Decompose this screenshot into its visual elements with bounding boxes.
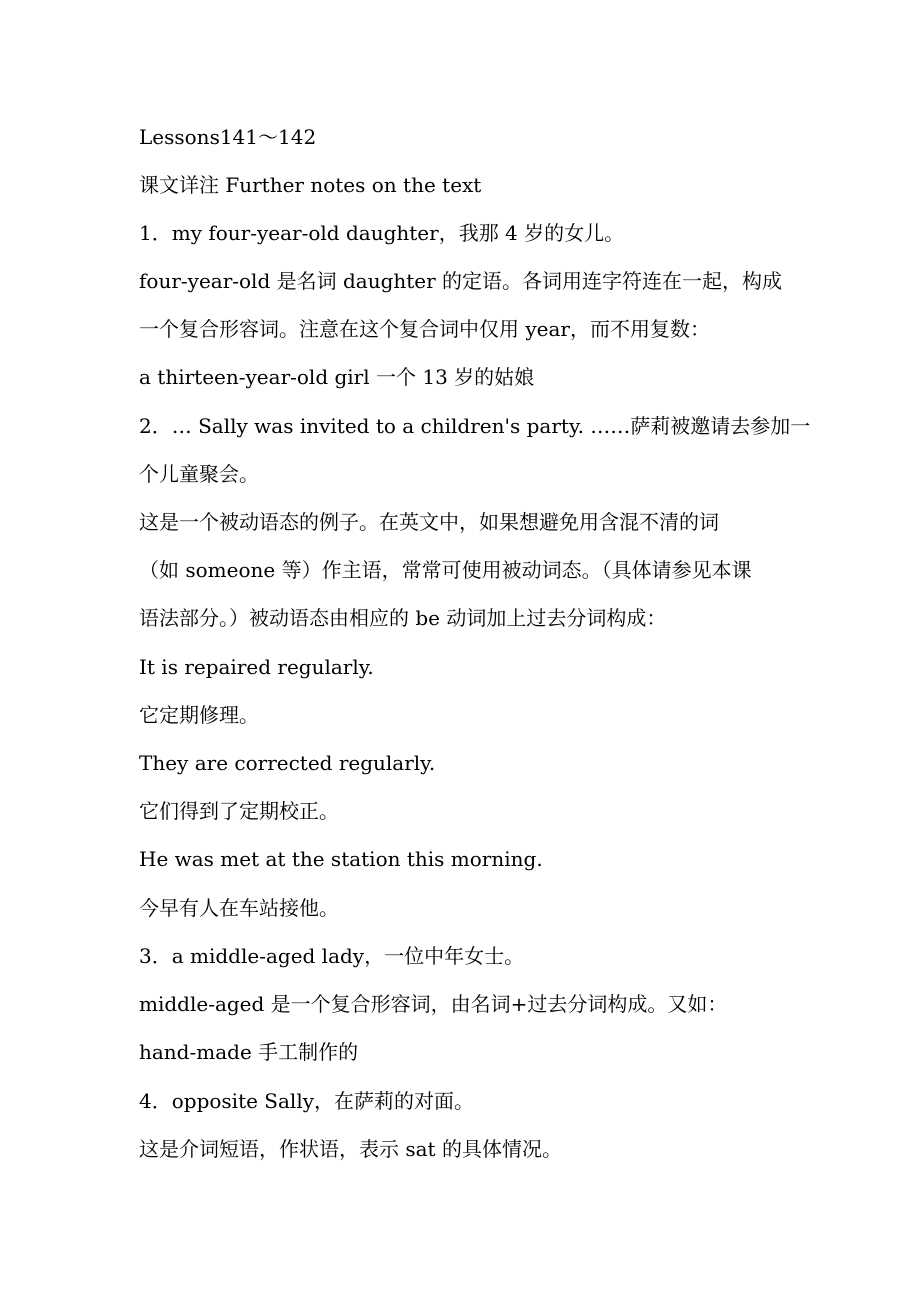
note-4-explanation-line: 这是介词短语，作状语，表示 sat 的具体情况。 [139, 1137, 562, 1161]
note-1-heading: 1．my four-year-old daughter，我那 4 岁的女儿。 [139, 221, 625, 245]
note-2-heading: 2．… Sally was invited to a children's party. ……萨莉被邀请去参加一 [139, 414, 811, 438]
section-heading: 课文详注 Further notes on the text [139, 173, 482, 197]
example-sentence: hand-made 手工制作的 [139, 1040, 359, 1064]
example-translation: 它们得到了定期校正。 [139, 799, 339, 823]
example-translation: 它定期修理。 [139, 703, 259, 727]
note-4-heading: 4．opposite Sally，在萨莉的对面。 [139, 1089, 475, 1113]
note-2-heading-continued: 个儿童聚会。 [139, 462, 259, 486]
note-3-explanation-line: middle-aged 是一个复合形容词，由名词+过去分词构成。又如： [139, 992, 728, 1016]
note-1-explanation-line: four-year-old 是名词 daughter 的定语。各词用连字符连在一起，构成 [139, 269, 783, 293]
example-sentence: a thirteen-year-old girl 一个 13 岁的姑娘 [139, 365, 535, 389]
example-sentence: They are corrected regularly. [139, 751, 436, 775]
example-sentence: It is repaired regularly. [139, 655, 374, 679]
document-title: Lessons141～142 [139, 125, 317, 149]
example-translation: 今早有人在车站接他。 [139, 896, 339, 920]
note-1-explanation-line: 一个复合形容词。注意在这个复合词中仅用 year，而不用复数： [139, 317, 710, 341]
note-2-explanation-line: 这是一个被动语态的例子。在英文中，如果想避免用含混不清的词 [139, 510, 719, 534]
note-2-explanation-line: （如 someone 等）作主语，常常可使用被动词态。（具体请参见本课 [139, 558, 752, 582]
note-3-heading: 3．a middle-aged lady，一位中年女士。 [139, 944, 525, 968]
example-sentence: He was met at the station this morning. [139, 847, 543, 871]
note-2-explanation-line: 语法部分。）被动语态由相应的 be 动词加上过去分词构成： [139, 606, 667, 630]
